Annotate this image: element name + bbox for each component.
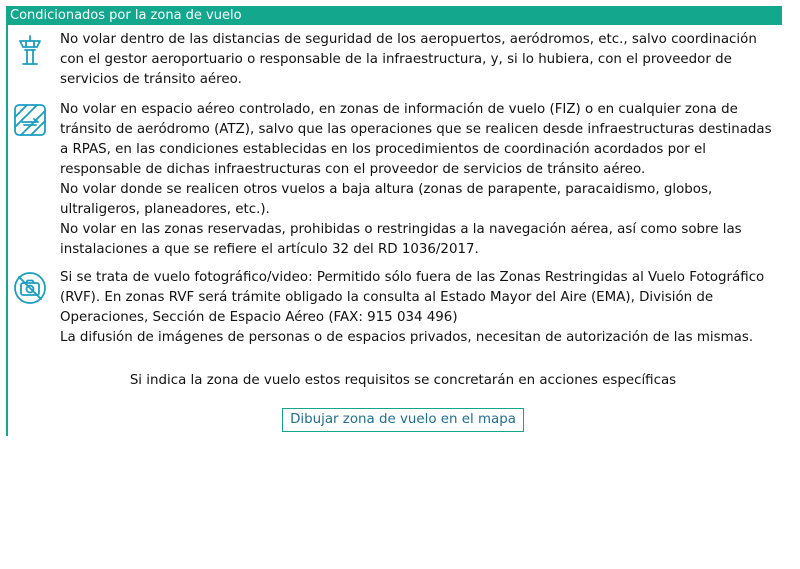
condition-text: No volar en las zonas reservadas, prohibidas o restringidas a la navegación aérea, así como sobre las instalaciones a que se refiere el artículo 32 del RD 1036/2017. <box>60 222 742 257</box>
flight-zone-conditions-panel <box>6 6 782 436</box>
draw-zone-button-wrapper <box>8 408 798 432</box>
controlled-airspace-icon <box>10 100 50 140</box>
condition-text: La difusión de imágenes de personas o de espacios privados, necesitan de autorización de las mismas. <box>60 330 754 345</box>
flight-zone-note: Si indica la zona de vuelo estos requisitos se concretarán en acciones específicas <box>129 373 677 388</box>
condition-text: No volar dentro de las distancias de seguridad de los aeropuertos, aeródromos, etc., salvo coordinación con el gestor aeroportuario o responsable de la infraestructura, y, si lo hubiera, con el proveedor de servicios de tránsito aéreo. <box>60 32 757 87</box>
no-camera-icon <box>10 268 50 308</box>
draw-flight-zone-button[interactable]: Dibujar zona de vuelo en el mapa <box>282 408 524 432</box>
condition-text: Si se trata de vuelo fotográfico/video: Permitido sólo fuera de las Zonas Restringidas al Vuelo Fotográfico (RVF). En zonas RVF será trámite obligado la consulta al Estado Mayor del Aire (EMA), División de Operaciones, Sección de Espacio Aéreo (FAX: 915 034 496) <box>60 270 765 325</box>
condition-text: No volar donde se realicen otros vuelos a baja altura (zonas de parapente, paracaidismo, globos, ultraligeros, planeadores, etc.). <box>60 182 713 217</box>
condition-text: No volar en espacio aéreo controlado, en zonas de información de vuelo (FIZ) o en cualquier zona de tránsito de aeródromo (ATZ), salvo que las operaciones que se realicen desde infraestructuras destinadas a RPAS, en las condiciones establecidas en los procedimientos de coordinación acordados por el responsable de dichas infraestructuras con el proveedor de servicios de tránsito aéreo. <box>60 102 772 177</box>
control-tower-icon <box>10 30 50 70</box>
panel-title: Condicionados por la zona de vuelo <box>8 6 782 25</box>
